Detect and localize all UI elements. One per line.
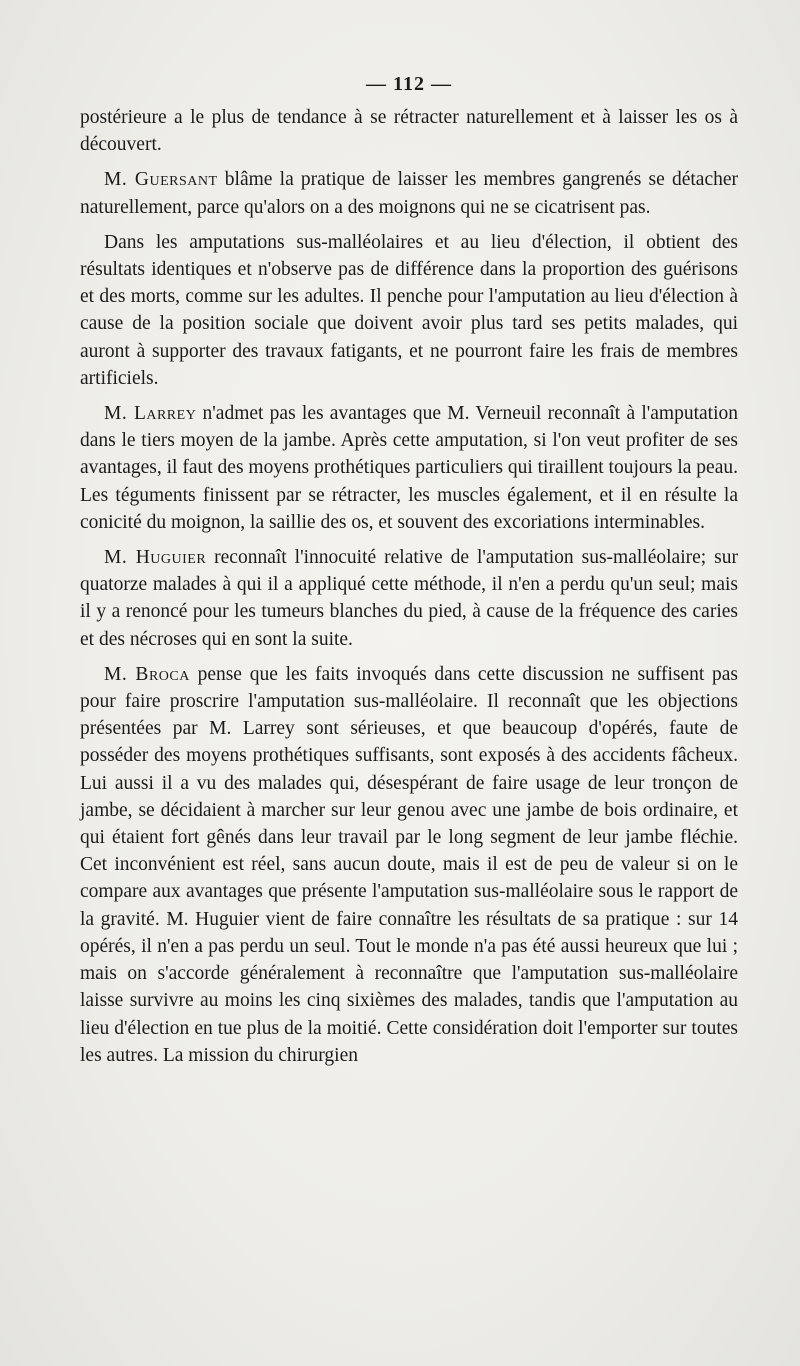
paragraph-huguier [80,544,738,653]
paragraph-guersant [80,166,738,220]
paragraph-text: blâme la pratique de laisser les membres gangrenés se détacher naturellement, parce qu'alors on a des moignons qui ne se cicatrisent pas. [80,169,738,218]
paragraph-larrey [80,400,738,536]
paragraph-text: postérieure a le plus de tendance à se rétracter naturellement et à laisser les os à découvert. [80,107,738,156]
paragraph-text: pense que les faits invoqués dans cette discussion ne suffisent pas pour faire proscrire l'amputation sus-malléolaire. Il reconnaît que les objections présentées par M. Larrey sont sérieuses, et que beaucoup d'opérés, faute de posséder des moyens prothétiques suffisants, sont exposés à des accidents fâcheux. Lui aussi il a vu des malades qui, désespérant de faire usage de leur tronçon de jambe, se décidaient à marcher sur leur genou avec une jambe de bois ordinaire, et qui étaient fort gênés dans leur travail par le long segment de leur jambe fléchie. Cet inconvénient est réel, sans aucun doute, mais il est de peu de valeur si on le compare aux avantages que présente l'amputation sus-malléolaire sous le rapport de la gravité. M. Huguier vient de faire connaître les résultats de sa pratique : sur 14 opérés, il n'en a pas perdu un seul. Tout le monde n'a pas été aussi heureux que lui ; mais on s'accorde généralement à reconnaître que l'amputation sus-malléolaire laisse survivre au moins les cinq sixièmes des malades, tandis que l'amputation au lieu d'élection en tue plus de la moitié. Cette considération doit l'emporter sur toutes les autres. La mission du chirurgien [80,663,738,1066]
speaker-name: M. Broca [104,663,190,685]
paragraph-continuation [80,104,738,158]
paragraph-text: n'admet pas les avantages que M. Verneuil reconnaît à l'amputation dans le tiers moyen de la jambe. Après cette amputation, si l'on veut profiter de ses avantages, il faut des moyens prothétiques particuliers qui tiraillent toujours la peau. Les téguments finissent par se rétracter, les muscles également, et il en résulte la conicité du moignon, la saillie des os, et souvent des excoriations interminables. [80,403,738,533]
speaker-name: M. Huguier [104,547,207,569]
paragraph-text: reconnaît l'innocuité relative de l'amputation sus-malléolaire; sur quatorze malades à qui il a appliqué cette méthode, il n'en a perdu qu'un seul; mais il y a renoncé pour les tumeurs blanches du pied, à cause de la fréquence des caries et des nécroses qui en sont la suite. [80,547,738,650]
paragraph-text: Dans les amputations sus-malléolaires et au lieu d'élection, il obtient des résultats identiques et n'observe pas de différence dans la proportion des guérisons et des morts, comme sur les adultes. Il penche pour l'amputation au lieu d'élection à cause de la position sociale que doivent avoir plus tard ses petits malades, qui auront à supporter des travaux fatigants, et ne pourront faire les frais de membres artificiels. [80,231,738,389]
page-number: — 112 — [366,73,452,95]
speaker-name: M. Guersant [104,169,218,191]
paragraph-amputations [80,229,738,392]
paragraph-broca [80,661,738,1069]
speaker-name: M. Larrey [104,403,197,425]
